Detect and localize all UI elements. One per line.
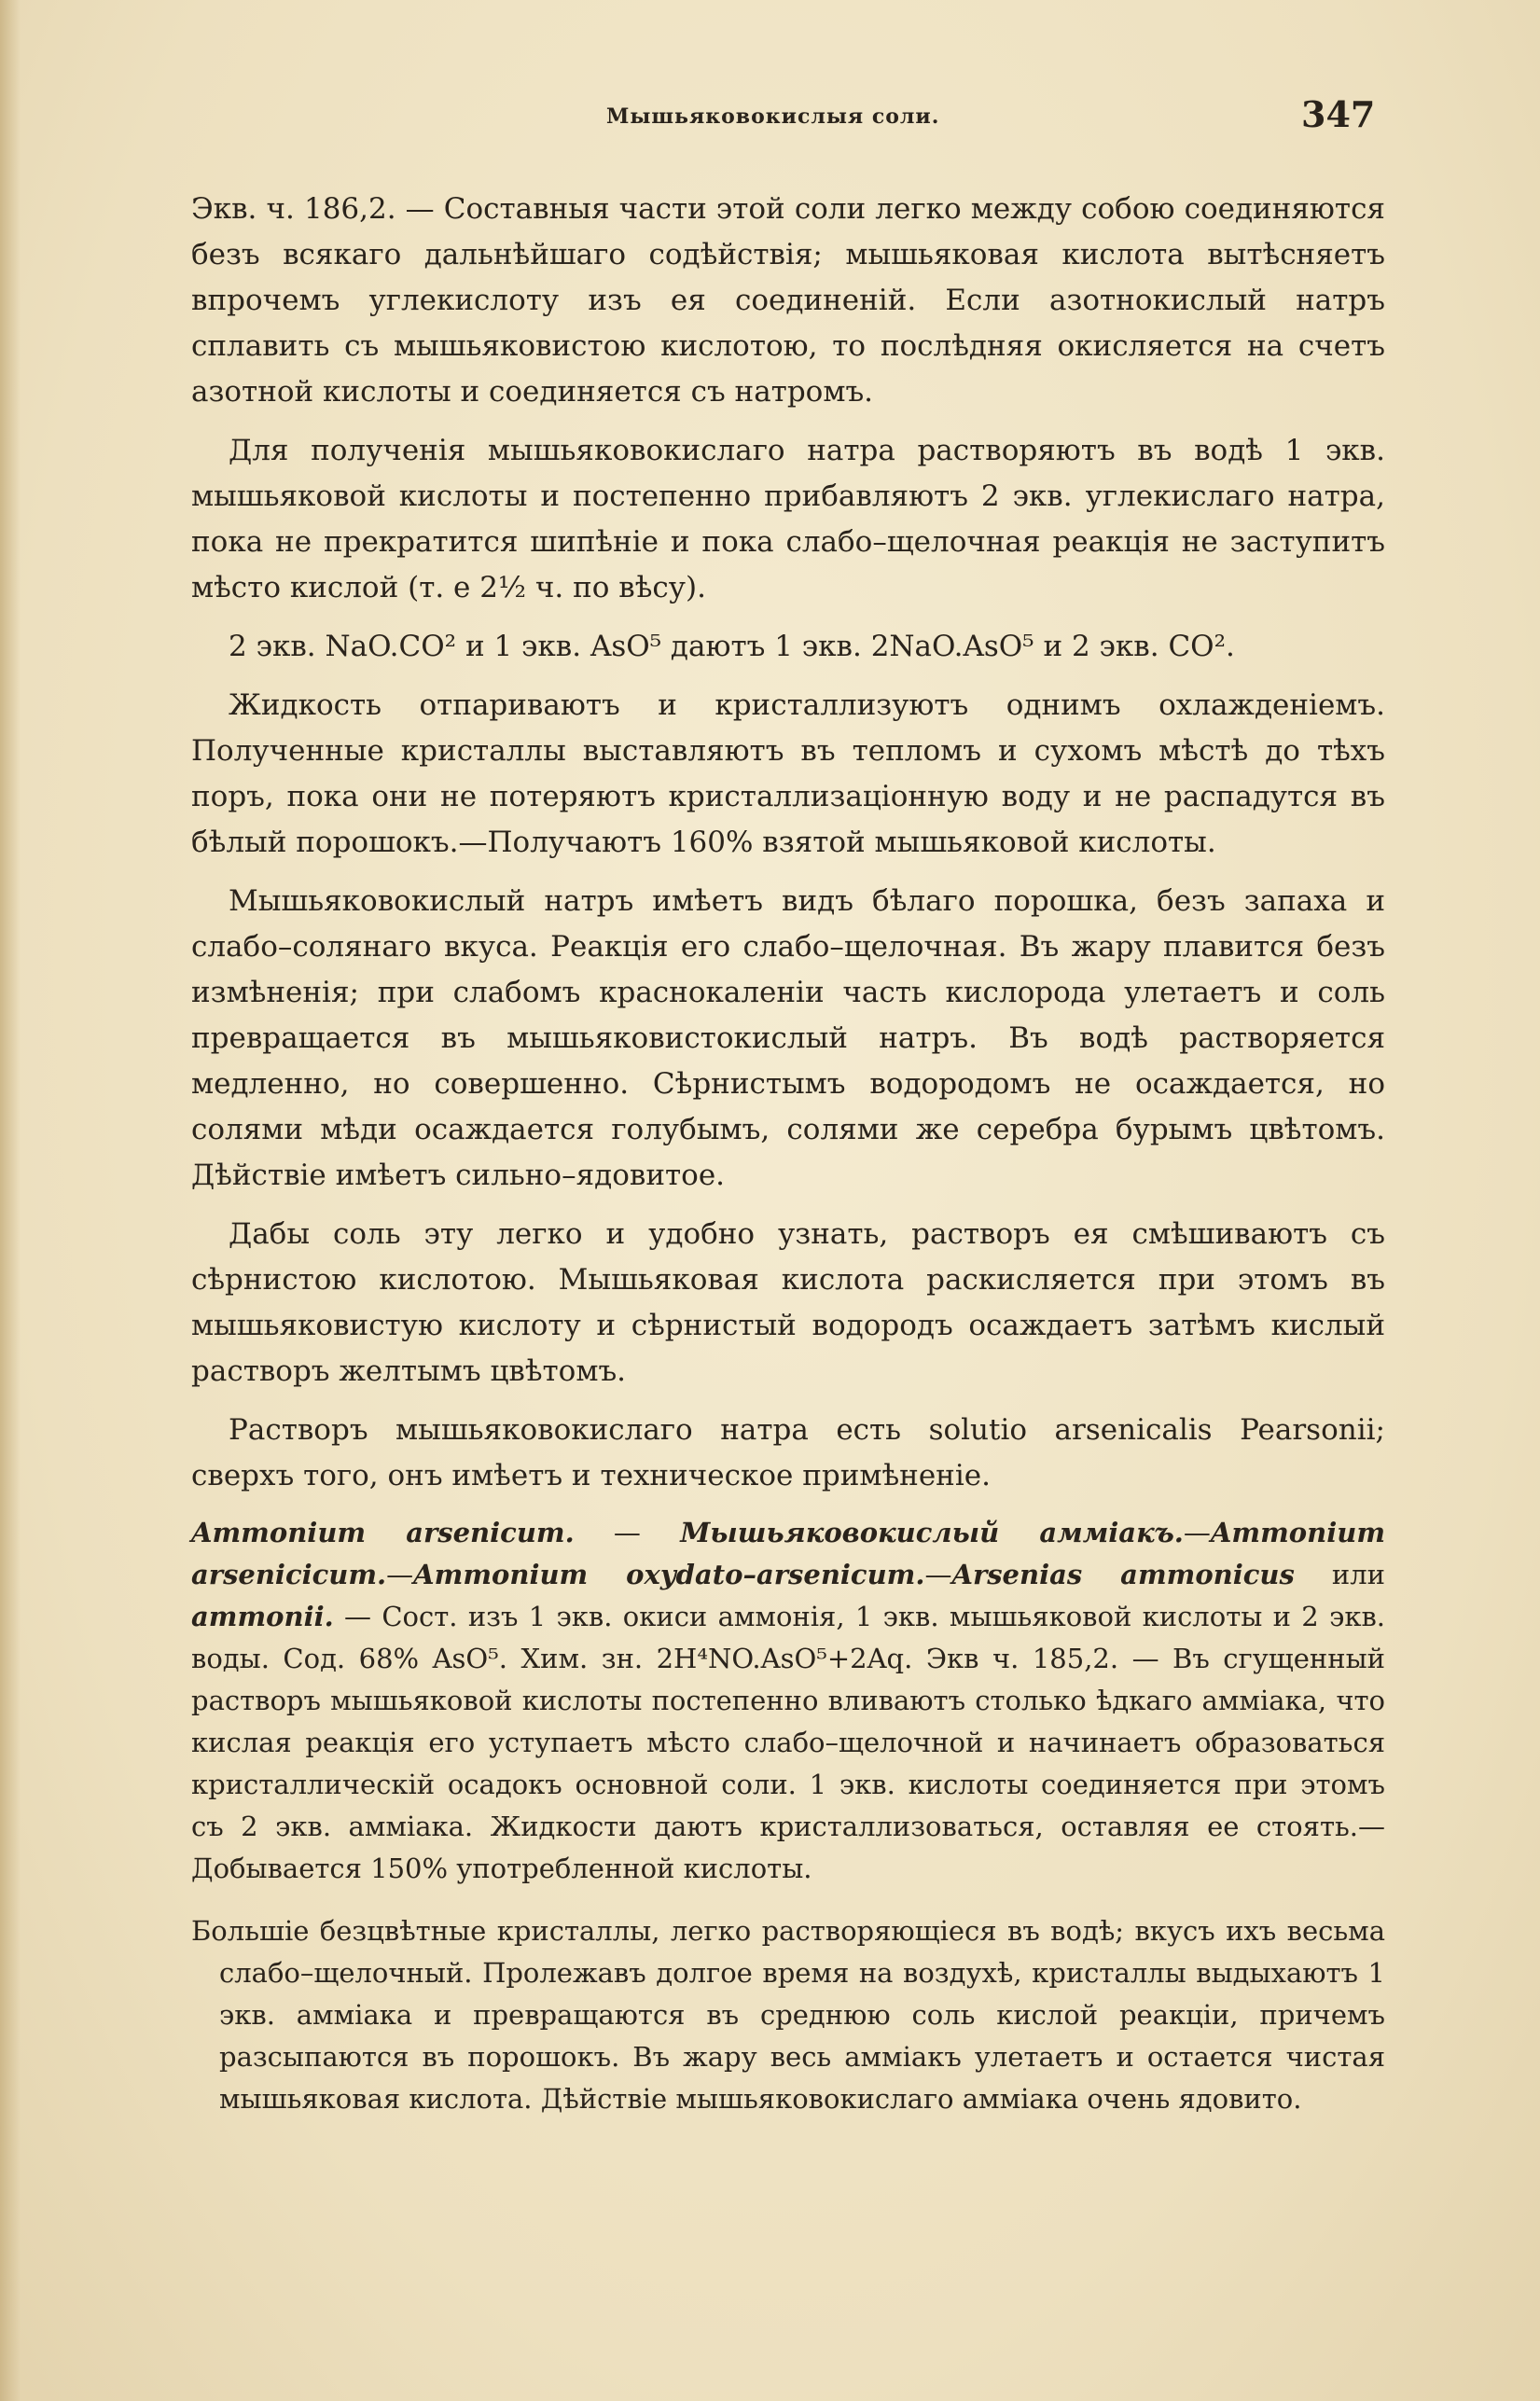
page-edge-shadow: [0, 0, 21, 2401]
latin-synonym: ammonii.: [191, 1601, 334, 1632]
separator: —: [924, 1559, 952, 1590]
reaction-equation: 2 экв. NaO.CO² и 1 экв. AsO⁵ даютъ 1 экв. 2NaO.AsO⁵ и 2 экв. CO².: [229, 630, 1235, 663]
paragraph: Мышьяковокислый натръ имѣетъ видъ бѣлаго порошка, безъ запаха и слабо–солянаго вкуса. Реакція его слабо–щелочная. Въ жару плавится безъ измѣненія; при слабомъ краснокаленіи часть кислорода улетаетъ и соль превращается въ мышьяковистокислый натръ. Въ водѣ растворяется медленно, но совершенно. Сѣрнистымъ водородомъ не осаждается, но солями мѣди осаждается голубымъ, солями же серебра бурымъ цвѣтомъ. Дѣйствіе имѣетъ сильно–ядовитое.: [191, 884, 1385, 1192]
paragraph: Экв. ч. 186,2. — Составныя части этой соли легко между собою соединяются безъ всякаго дальнѣйшаго содѣйствія; мышьяковая кислота вытѣсняетъ впрочемъ углекислоту изъ ея соединеній. Если азотнокислый натръ сплавить съ мышьяковистою кислотою, то послѣдняя окисляется на счетъ азотной кислоты и соединяется съ натромъ.: [191, 192, 1385, 409]
ammonium-arsenate-entry: [191, 1512, 1385, 1890]
latin-synonym: Ammonium arsenicicum.: [191, 1517, 1386, 1590]
paragraph: Жидкость отпариваютъ и кристаллизуютъ однимъ охлажденіемъ. Полученные кристаллы выставляютъ въ тепломъ и сухомъ мѣстѣ до тѣхъ поръ, пока они не потеряютъ кристаллизаціонную воду и не распадутся въ бѣлый порошокъ.—Получаютъ 160% взятой мышьяковой кислоты.: [191, 688, 1385, 859]
page-header: [0, 93, 1540, 149]
russian-name: Мышьяковокислый аммiакъ.: [680, 1517, 1184, 1548]
paragraph: Растворъ мышьяковокислаго натра есть solutio arsenicalis Pearsonii; сверхъ того, онъ имѣетъ и техническое примѣненіе.: [191, 1413, 1385, 1492]
paragraph: Большіе безцвѣтные кристаллы, легко растворяющіеся въ водѣ; вкусъ ихъ весьма слабо–щелочный. Пролежавъ долгое время на воздухѣ, кристаллы выдыхаютъ 1 экв. аммiака и превращаются въ среднюю соль кислой реакціи, причемъ разсыпаются въ порошокъ. Въ жару весь аммiакъ улетаетъ и остается чистая мышьяковая кислота. Дѣйствіе мышьяковокислаго аммiака очень ядовито.: [191, 1915, 1385, 2115]
separator: —: [574, 1517, 681, 1548]
paragraph: Дабы соль эту легко и удобно узнать, растворъ ея смѣшиваютъ съ сѣрнистою кислотою. Мышьяковая кислота раскисляется при этомъ въ мышьяковистую кислоту и сѣрнистый водородъ осаждаетъ затѣмъ кислый растворъ желтымъ цвѣтомъ.: [191, 1217, 1385, 1388]
latin-synonym: Ammonium oxydato–arsenicum.: [413, 1559, 925, 1590]
separator: —: [1183, 1517, 1211, 1548]
latin-synonym: Arsenias ammonicus: [951, 1559, 1295, 1590]
conjunction: или: [1294, 1559, 1385, 1590]
running-head: Мышьяковокислыя соли.: [606, 104, 940, 129]
entry-body: — Сост. изъ 1 экв. окиси аммонія, 1 экв. мышьяковой кислоты и 2 экв. воды. Сод. 68% AsO⁵. Хим. зн. 2H⁴NO.AsO⁵+2Aq. Экв ч. 185,2. — Въ сгущенный растворъ мышьяковой кислоты постепенно вливаютъ столько ѣдкаго аммiака, что кислая реакція его уступаетъ мѣсто слабо–щелочной и начинаетъ образоваться кристаллическій осадокъ основной соли. 1 экв. кислоты соединяется при этомъ съ 2 экв. аммiака. Жидкости даютъ кристаллизоваться, оставляя ее стоять.— Добывается 150% употребленной кислоты.: [191, 1601, 1385, 1884]
paragraph: Для полученія мышьяковокислаго натра растворяютъ въ водѣ 1 экв. мышьяковой кислоты и постепенно прибавляютъ 2 экв. углекислаго натра, пока не прекратится шипѣніе и пока слабо–щелочная реакція не заступитъ мѣсто кислой (т. е 2½ ч. по вѣсу).: [191, 434, 1385, 604]
page-number: 347: [1301, 93, 1376, 135]
separator: —: [386, 1559, 414, 1590]
latin-name: Ammonium arsenicum.: [191, 1517, 575, 1548]
page-body: [191, 187, 1385, 2133]
